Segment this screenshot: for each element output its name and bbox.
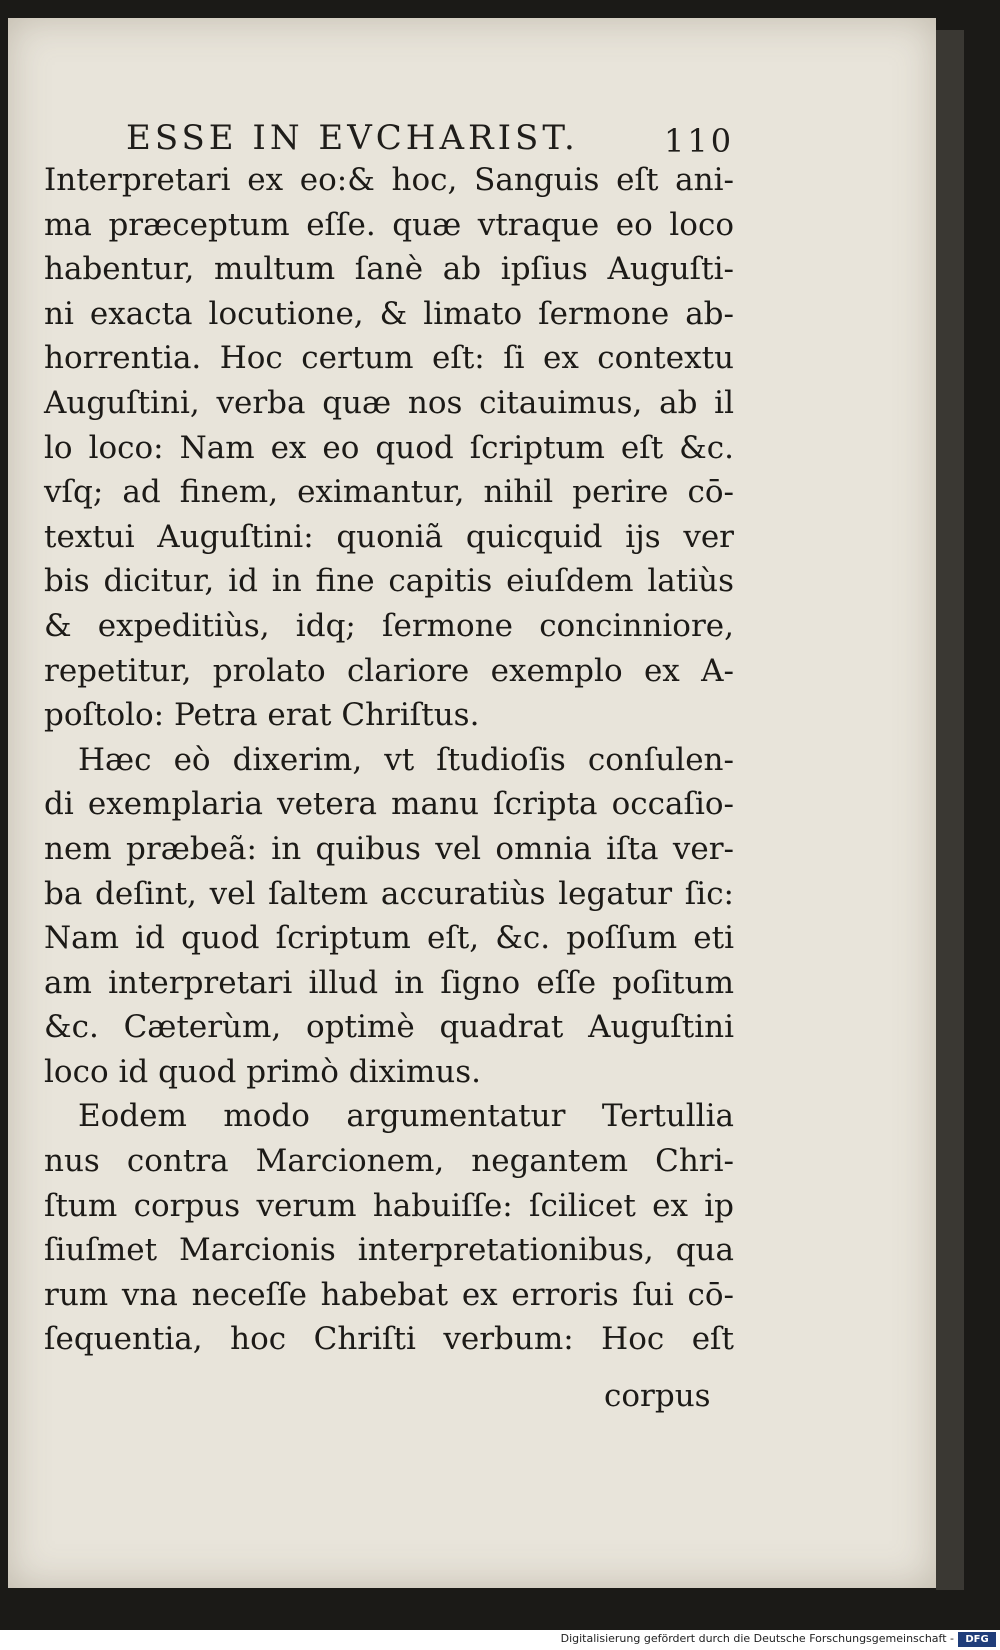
text-line: & expeditiùs, idq; ſermone concinniore, xyxy=(44,607,734,644)
text-line: di exemplaria vetera manu ſcripta occaſio- xyxy=(44,786,734,823)
book-spine-edge xyxy=(936,30,964,1590)
footer-credit: Digitalisierung gefördert durch die Deutsche Forschungsgemeinschaft - xyxy=(560,1632,954,1645)
text-line: am interpretari illud in ſigno eſſe poſitum xyxy=(44,964,734,1001)
text-line: ma præceptum eſſe. quæ vtraque eo loco xyxy=(44,206,734,243)
text-line: bis dicitur, id in fine capitis eiuſdem latiùs xyxy=(44,563,734,600)
text-line: rum vna neceſſe habebat ex erroris ſui cō- xyxy=(44,1276,734,1313)
text-line: textui Auguſtini: quoniã quicquid ijs ver xyxy=(44,518,734,555)
text-line: repetitur, prolato clariore exemplo ex A- xyxy=(44,652,734,689)
text-line: &c. Cæterùm, optimè quadrat Auguſtini xyxy=(44,1009,734,1046)
page-number: 110 xyxy=(664,122,735,160)
text-line: horrentia. Hoc certum eſt: ſi ex contextu xyxy=(44,340,734,377)
text-line: lo loco: Nam ex eo quod ſcriptum eſt &c. xyxy=(44,429,734,466)
book-page xyxy=(8,18,936,1588)
text-line: ni exacta locutione, & limato ſermone ab- xyxy=(44,295,734,332)
digitization-footer xyxy=(0,1630,1000,1650)
text-line: loco id quod primò diximus. xyxy=(44,1053,482,1090)
text-line: nem præbeã: in quibus vel omnia iſta ver- xyxy=(44,830,734,867)
text-line: ba deſint, vel ſaltem accuratiùs legatur ſic: xyxy=(44,875,734,912)
catchword: corpus xyxy=(604,1378,711,1414)
text-line: ſequentia, hoc Chriſti verbum: Hoc eſt xyxy=(44,1321,734,1358)
text-line: Nam id quod ſcriptum eſt, &c. poſſum eti xyxy=(44,920,734,957)
text-line: Interpretari ex eo:& hoc, Sanguis eſt ani- xyxy=(44,162,734,198)
text-line: Auguſtini, verba quæ nos citauimus, ab il xyxy=(44,384,734,421)
text-line: poſtolo: Petra erat Chriſtus. xyxy=(44,697,480,734)
text-line: ſtum corpus verum habuiſſe: ſcilicet ex ip xyxy=(44,1187,734,1224)
text-line: Eodem modo argumentatur Tertullia xyxy=(78,1098,734,1135)
text-line: ſiuſmet Marcionis interpretationibus, qua xyxy=(44,1232,734,1269)
text-block xyxy=(44,158,734,1362)
text-line: nus contra Marcionem, negantem Chri- xyxy=(44,1143,734,1180)
text-line: Hæc eò dixerim, vt ſtudioſis conſulen- xyxy=(78,741,734,778)
dfg-logo: DFG xyxy=(958,1632,996,1647)
running-head: ESSE IN EVCHARIST. xyxy=(126,118,579,158)
text-line: vſq; ad finem, eximantur, nihil perire cō- xyxy=(44,474,734,511)
text-line: habentur, multum ſanè ab ipſius Auguſti- xyxy=(44,251,734,288)
